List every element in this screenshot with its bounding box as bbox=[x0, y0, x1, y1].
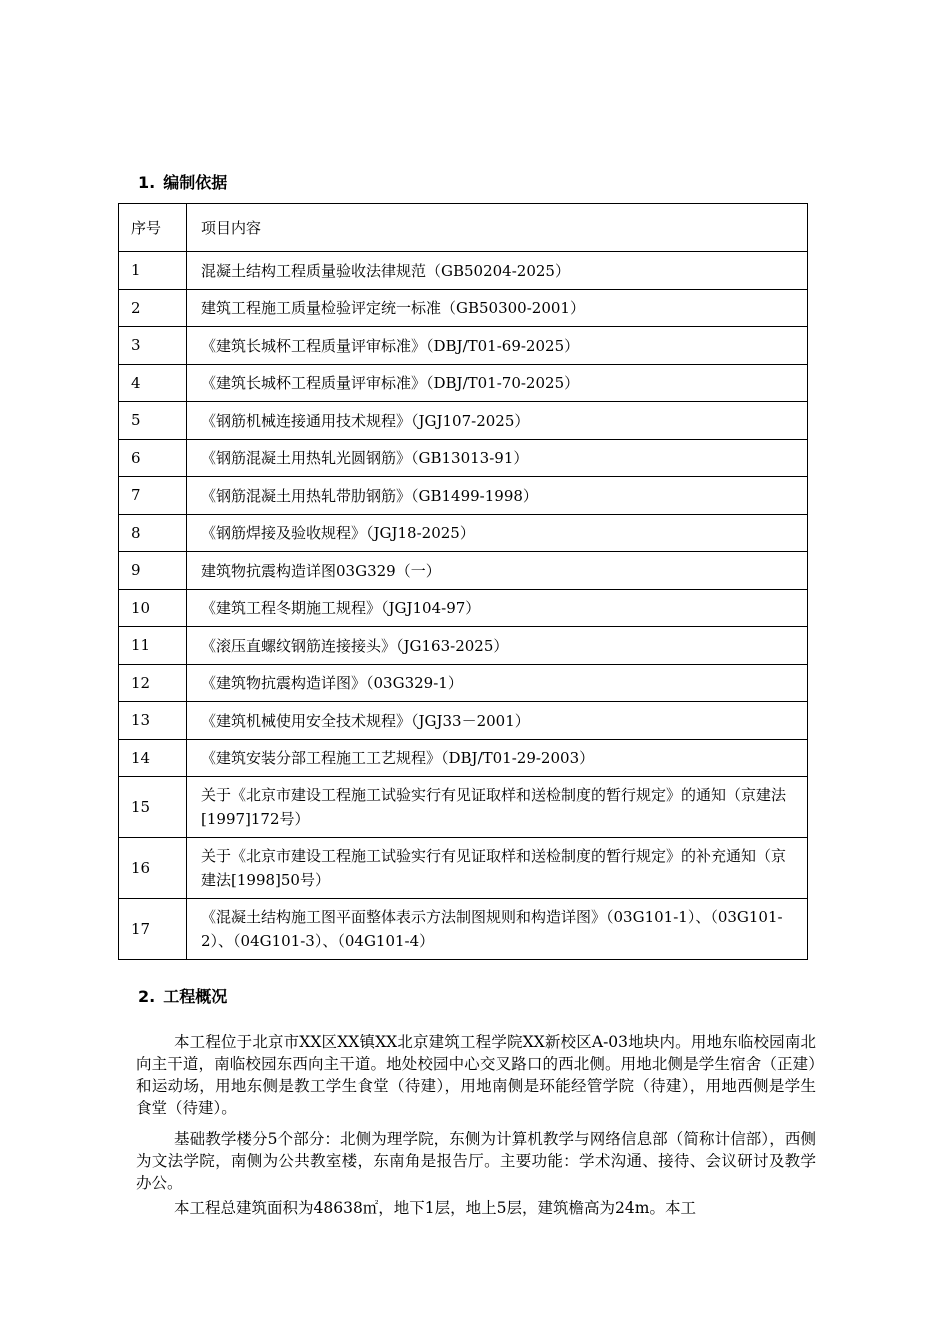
row-text: 《钢筋焊接及验收规程》（JGJ18-2025） bbox=[187, 514, 808, 552]
row-number: 17 bbox=[119, 899, 187, 960]
row-number: 7 bbox=[119, 477, 187, 515]
row-text: 《滚压直螺纹钢筋连接接头》（JG163-2025） bbox=[187, 627, 808, 665]
basis-table bbox=[118, 203, 808, 960]
row-number: 4 bbox=[119, 364, 187, 402]
row-text: 关于《北京市建设工程施工试验实行有见证取样和送检制度的暂行规定》的通知（京建法[1997]172号） bbox=[187, 777, 808, 838]
row-text: 《钢筋混凝土用热轧带肋钢筋》（GB1499-1998） bbox=[187, 477, 808, 515]
section-title: 编制依据 bbox=[163, 173, 228, 192]
row-text: 建筑工程施工质量检验评定统一标准（GB50300-2001） bbox=[187, 289, 808, 327]
row-number: 16 bbox=[119, 838, 187, 899]
overview-paragraph-location: 本工程位于北京市XX区XX镇XX北京建筑工程学院XX新校区A-03地块内。用地东临校园南北向主干道，南临校园东西向主干道。地处校园中心交叉路口的西北侧。用地北侧是学生宿舍（正建）和运动场，用地东侧是教工学生食堂（待建），用地南侧是环能经管学院（待建），用地西侧是学生食堂（待建）。 bbox=[136, 1032, 816, 1117]
row-text: 《建筑长城杯工程质量评审标准》（DBJ/T01-70-2025） bbox=[187, 364, 808, 402]
row-number: 10 bbox=[119, 589, 187, 627]
table-row bbox=[119, 252, 808, 290]
row-number: 2 bbox=[119, 289, 187, 327]
header-content: 项目内容 bbox=[187, 204, 808, 252]
row-text: 关于《北京市建设工程施工试验实行有见证取样和送检制度的暂行规定》的补充通知（京建法[1998]50号） bbox=[187, 838, 808, 899]
section-heading-basis bbox=[138, 170, 227, 193]
row-number: 1 bbox=[119, 252, 187, 290]
row-number: 5 bbox=[119, 402, 187, 440]
row-text: 《建筑长城杯工程质量评审标准》（DBJ/T01-69-2025） bbox=[187, 327, 808, 365]
overview-paragraph-area: 本工程总建筑面积为48638㎡，地下1层，地上5层，建筑檐高为24m。本工 bbox=[174, 1198, 696, 1217]
overview-paragraph-parts: 基础教学楼分5个部分：北侧为理学院，东侧为计算机教学与网络信息部（简称计信部），西侧为文法学院，南侧为公共教室楼，东南角是报告厅。主要功能：学术沟通、接待、会议研讨及教学办公。 bbox=[136, 1129, 816, 1192]
row-number: 14 bbox=[119, 739, 187, 777]
header-index: 序号 bbox=[119, 204, 187, 252]
table-row bbox=[119, 702, 808, 740]
row-number: 11 bbox=[119, 627, 187, 665]
table-row bbox=[119, 838, 808, 899]
section-heading-overview bbox=[138, 984, 227, 1007]
row-number: 12 bbox=[119, 664, 187, 702]
section-title: 工程概况 bbox=[163, 987, 228, 1006]
row-text: 混凝土结构工程质量验收法律规范（GB50204-2025） bbox=[187, 252, 808, 290]
row-number: 9 bbox=[119, 552, 187, 590]
section-number: 1. bbox=[138, 173, 156, 192]
table-row bbox=[119, 364, 808, 402]
row-text: 《钢筋机械连接通用技术规程》（JGJ107-2025） bbox=[187, 402, 808, 440]
table-row bbox=[119, 327, 808, 365]
table-row bbox=[119, 899, 808, 960]
row-text: 《建筑工程冬期施工规程》（JGJ104-97） bbox=[187, 589, 808, 627]
table-row bbox=[119, 402, 808, 440]
row-text: 建筑物抗震构造详图03G329（一） bbox=[187, 552, 808, 590]
table-row bbox=[119, 664, 808, 702]
table-row bbox=[119, 777, 808, 838]
row-number: 15 bbox=[119, 777, 187, 838]
row-text: 《建筑物抗震构造详图》（03G329-1） bbox=[187, 664, 808, 702]
row-text: 《混凝土结构施工图平面整体表示方法制图规则和构造详图》（03G101-1）、（03G101-2）、（04G101-3）、（04G101-4） bbox=[187, 899, 808, 960]
table-row bbox=[119, 739, 808, 777]
row-number: 8 bbox=[119, 514, 187, 552]
table-row bbox=[119, 589, 808, 627]
row-number: 3 bbox=[119, 327, 187, 365]
table-row bbox=[119, 552, 808, 590]
row-text: 《钢筋混凝土用热轧光圆钢筋》（GB13013-91） bbox=[187, 439, 808, 477]
table-row bbox=[119, 439, 808, 477]
section-number: 2. bbox=[138, 987, 156, 1006]
row-text: 《建筑机械使用安全技术规程》（JGJ33－2001） bbox=[187, 702, 808, 740]
table-row bbox=[119, 477, 808, 515]
row-number: 6 bbox=[119, 439, 187, 477]
row-text: 《建筑安装分部工程施工工艺规程》（DBJ/T01-29-2003） bbox=[187, 739, 808, 777]
table-row bbox=[119, 627, 808, 665]
table-header-row bbox=[119, 204, 808, 252]
row-number: 13 bbox=[119, 702, 187, 740]
table-row bbox=[119, 289, 808, 327]
table-row bbox=[119, 514, 808, 552]
